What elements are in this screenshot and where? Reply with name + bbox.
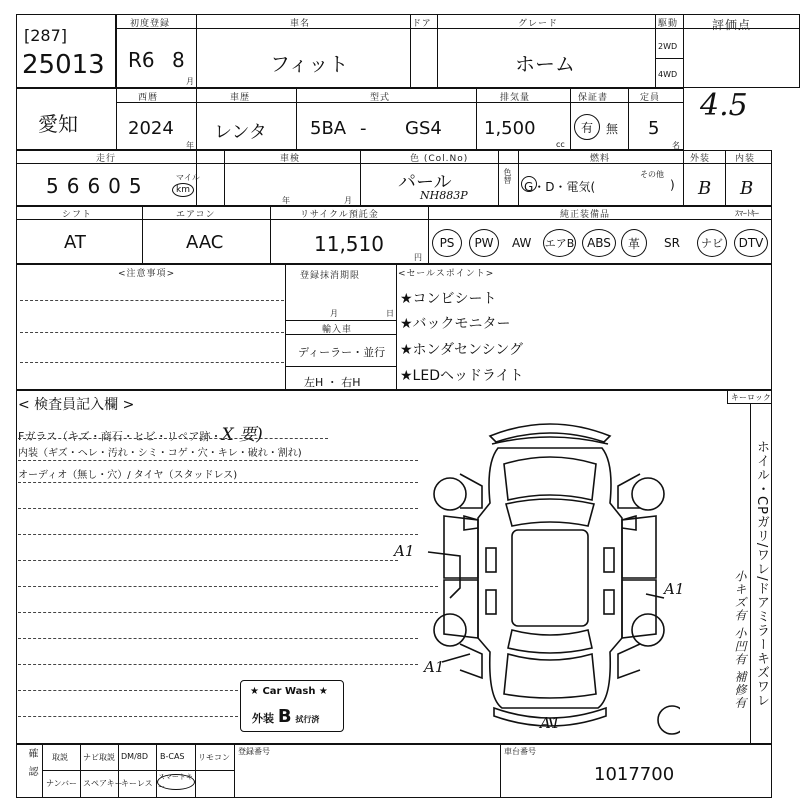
row3-header-line — [16, 163, 772, 164]
capacity-label: 定員 — [640, 93, 661, 103]
car-wash-title: ★ Car Wash ★ — [250, 686, 328, 697]
row3-div7 — [725, 150, 726, 206]
damage-mark-2: A1 — [664, 580, 685, 598]
footer-div5 — [234, 744, 235, 798]
reg-month-unit: 月 — [330, 309, 338, 318]
fuel-label: 燃料 — [590, 154, 611, 164]
cc-unit: cc — [556, 140, 565, 149]
inspector-line1: Fガラス（キズ・商石・ヒビ・リペア跡・X 要) — [18, 425, 263, 445]
inspection-month-unit: 月 — [344, 196, 352, 205]
displacement: 1,500 — [484, 118, 536, 139]
fuel-other: その他 — [640, 170, 664, 179]
row4-header-line — [16, 219, 772, 220]
door-label: ドア — [412, 19, 432, 29]
row1-header-line — [116, 28, 800, 29]
row2-div3 — [296, 88, 297, 150]
insp-dash11 — [18, 690, 238, 691]
inspection-label: 車検 — [280, 154, 301, 164]
fuel-options: G・D・電気( — [524, 180, 596, 194]
fuel-g-circle — [521, 176, 537, 192]
keyless-label: ｽﾏｰﾄｷｰ — [735, 209, 759, 218]
insp-dash12 — [18, 716, 238, 717]
equip-sr: SR — [664, 236, 680, 250]
damage-mark-3: A1 — [424, 658, 445, 676]
equip-pw: PW — [469, 229, 499, 257]
ac: AAC — [186, 232, 224, 253]
row2-div4 — [476, 88, 477, 150]
type-code: GS4 — [405, 118, 442, 139]
footer-item-bcas: B-CAS — [160, 752, 185, 761]
equip-aw: AW — [512, 236, 532, 250]
footer-item-keyless: キーレス — [121, 779, 153, 788]
caution-line1 — [20, 300, 284, 301]
capacity: 5 — [648, 118, 660, 139]
footer-mid — [42, 770, 234, 771]
import-line-bottom — [285, 366, 397, 367]
footer-item-manual: 取説 — [52, 753, 68, 762]
drive-4wd: 4WD — [658, 70, 678, 79]
reg-number-label: 登録番号 — [238, 747, 270, 756]
equip-abs: ABS — [582, 229, 616, 257]
model-name: フィット — [270, 52, 349, 76]
interior-label: 内装 — [735, 154, 756, 164]
footer-item-navi-manual: ナビ取説 — [83, 753, 115, 762]
footer-div0 — [42, 744, 43, 798]
row4-div2 — [270, 206, 271, 264]
color-change-label: 色替 — [503, 168, 512, 184]
equip-airbag: エアB — [543, 229, 576, 257]
location: 愛知 — [38, 112, 78, 136]
equip-navi: ナビ — [697, 229, 727, 257]
year-unit: 年 — [186, 141, 194, 150]
drive-2wd: 2WD — [658, 42, 678, 51]
reg-deadline-label: 登録抹消期限 — [300, 271, 361, 281]
inspector-line2: 内装（ギズ・ヘレ・汚れ・シミ・コゲ・穴・キレ・破れ・割れ) — [18, 448, 302, 459]
footer-item-smart-key: スマートキー — [157, 774, 195, 790]
inspector-side-text: ホイル・CPガリ/ワレ/ドアミラーキズワレ — [754, 440, 769, 708]
row1-div1 — [196, 14, 197, 88]
row1-div5 — [683, 14, 684, 88]
insp-dash8 — [18, 612, 438, 613]
lot-label: [287] — [24, 26, 68, 45]
recycle-label: リサイクル預託金 — [300, 210, 379, 220]
insp-dash9 — [18, 638, 418, 639]
warranty-label: 保証書 — [578, 93, 609, 103]
insp-dash3 — [18, 482, 418, 483]
sales-point-3: ★ホンダセンシング — [400, 342, 524, 358]
equip-ps: PS — [432, 229, 462, 257]
car-diagram — [420, 408, 680, 738]
import-label: 輸入車 — [322, 325, 353, 335]
type-prefix: 5BA — [310, 118, 347, 139]
mileage-unit: km — [172, 183, 194, 197]
caution-line3 — [20, 362, 284, 363]
row3-div3 — [360, 150, 361, 206]
first-reg-era: R6 — [128, 48, 155, 72]
row4-box — [16, 206, 772, 264]
sales-point-2: ★バックモニター — [400, 316, 511, 332]
ac-label: エアコン — [176, 210, 216, 220]
key-lock-label: キーロック — [731, 393, 771, 402]
import-line-top — [285, 320, 397, 321]
type-label: 型式 — [370, 93, 391, 103]
insp-dash4 — [18, 508, 418, 509]
year-label: 西暦 — [138, 93, 159, 103]
exterior: B — [698, 178, 712, 199]
fuel-close: ) — [670, 178, 675, 192]
row2-div5 — [570, 88, 571, 150]
warranty-yes: 有 — [574, 114, 600, 140]
row2-div1 — [116, 88, 117, 150]
row4-div3 — [428, 206, 429, 264]
footer-item-spare-key: スペアキー — [83, 779, 123, 788]
damage-mark-4: A1 — [540, 714, 561, 732]
color-code: NH883P — [420, 189, 468, 202]
color-label: 色 (Col.No) — [410, 154, 469, 164]
row2-div2 — [196, 88, 197, 150]
model-label: 車名 — [290, 19, 311, 29]
damage-mark-1: A1 — [394, 542, 415, 560]
key-lock-divider — [750, 404, 751, 744]
equip-leather: 革 — [621, 229, 647, 257]
footer-div4 — [195, 744, 196, 798]
history: レンタ — [214, 122, 267, 143]
row3-div4 — [498, 150, 499, 206]
first-reg-month: 8 — [172, 48, 185, 72]
score-label: 評価点 — [712, 18, 752, 32]
displacement-label: 排気量 — [500, 93, 531, 103]
lot-number: 25013 — [22, 50, 105, 80]
car-wash-exterior: 外装 B 拭行済 — [252, 706, 320, 727]
caution-line2 — [20, 332, 284, 333]
footer-div3 — [156, 744, 157, 798]
reg-day-unit: 日 — [386, 309, 394, 318]
footer-div2 — [118, 744, 119, 798]
footer-item-remote: リモコン — [198, 753, 230, 762]
sales-point-4: ★LEDヘッドライト — [400, 368, 524, 384]
inspector-line3: オーディオ（無し・穴）/ タイヤ（スタッドレス) — [18, 470, 238, 481]
mileage-label: 走行 — [96, 154, 117, 164]
footer-item-number: ナンバー — [46, 779, 78, 788]
color: パール — [398, 172, 452, 193]
row3-div5 — [518, 150, 519, 206]
grade-label: グレード — [518, 19, 559, 29]
equip-dtv: DTV — [734, 229, 768, 257]
footer-item-dm: DM/8D — [121, 752, 149, 761]
caution-label: <注意事項> — [118, 269, 176, 279]
checks-label: 確認 — [26, 748, 37, 784]
inspector-title: < 検査員記入欄 > — [18, 397, 135, 413]
inspection-year-unit: 年 — [282, 196, 290, 205]
insp-dash6 — [18, 560, 398, 561]
history-label: 車歴 — [230, 93, 251, 103]
grade: ホーム — [515, 52, 575, 76]
insp-dash5 — [18, 534, 418, 535]
score: 4.5 — [700, 88, 748, 123]
insp-dash7 — [18, 586, 438, 587]
row3-div2 — [224, 150, 225, 206]
exterior-label: 外装 — [690, 154, 711, 164]
shift-label: シフト — [62, 210, 93, 220]
shift: AT — [64, 232, 86, 253]
chassis-label: 車台番号 — [504, 747, 536, 756]
drive-divider — [655, 58, 683, 59]
row1-div4 — [655, 14, 656, 88]
insp-dash10 — [18, 664, 418, 665]
row2-div6 — [628, 88, 629, 150]
inspector-side-small: 小キズ有 小凹有 補修有 — [733, 570, 747, 710]
year: 2024 — [128, 118, 174, 139]
first-reg-month-unit: 月 — [186, 77, 194, 86]
warranty-no: 無 — [606, 122, 619, 136]
row1-div2 — [410, 14, 411, 88]
sales-points-label: <セールスポイント> — [398, 269, 495, 279]
equipment-label: 純正装備品 — [560, 210, 611, 220]
insp-dash2 — [18, 460, 418, 461]
drive-label: 駆動 — [658, 19, 679, 29]
sales-point-1: ★コンビシート — [400, 291, 497, 307]
type-dash: - — [360, 118, 367, 139]
row4-div1 — [142, 206, 143, 264]
mileage: 56605 — [46, 174, 150, 198]
mileage-mile: マイル — [176, 173, 200, 182]
first-reg-label: 初度登録 — [130, 19, 171, 29]
import-line-mid — [285, 334, 397, 335]
row3-div6 — [683, 150, 684, 206]
interior: B — [740, 178, 754, 199]
chassis-number: 1017700 — [594, 764, 675, 785]
capacity-unit: 名 — [672, 141, 680, 150]
steering: 左H ・ 右H — [304, 376, 361, 389]
footer-div6 — [500, 744, 501, 798]
footer-div1 — [80, 744, 81, 798]
row1-box — [116, 14, 800, 88]
row1-div3 — [437, 14, 438, 88]
insp-dash1 — [18, 438, 328, 439]
yen-unit: 円 — [414, 253, 422, 262]
recycle: 11,510 — [314, 232, 384, 256]
dealer: ディーラー・並行 — [298, 346, 386, 359]
